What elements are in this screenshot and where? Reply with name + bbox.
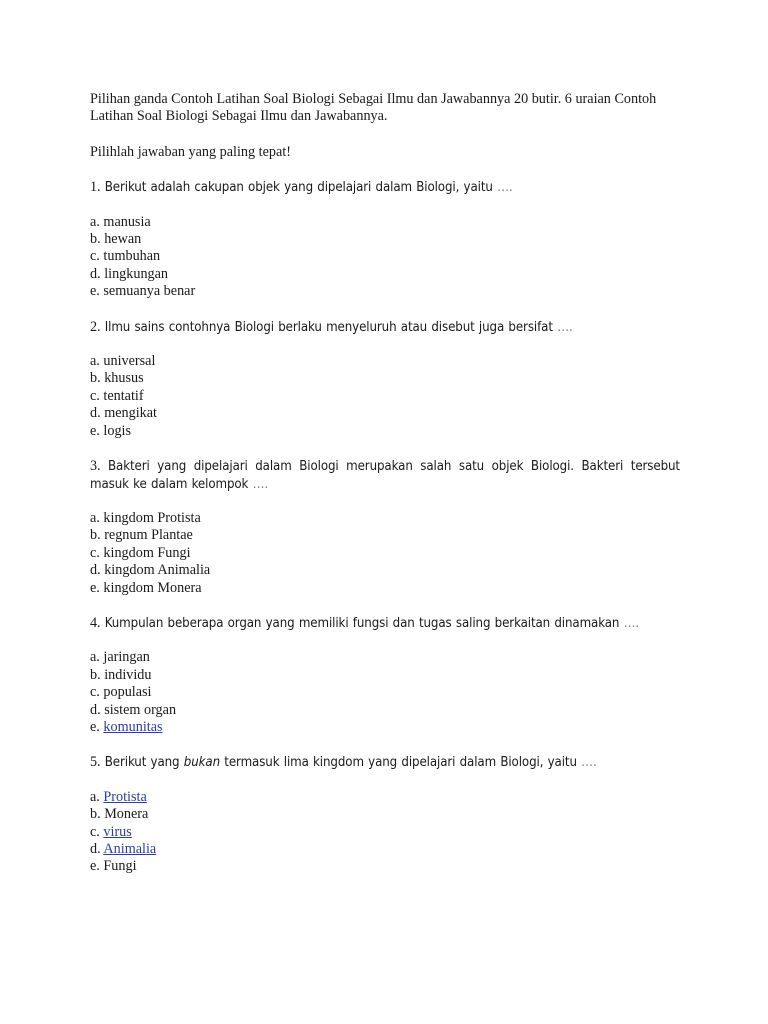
option-link-virus[interactable]: virus	[103, 823, 132, 840]
option-letter: c.	[90, 823, 100, 840]
question-text: Ilmu sains contohnya Biologi berlaku menyeluruh atau disebut juga bersifat	[104, 319, 553, 335]
question-number: 3.	[90, 458, 101, 475]
question-text: Berikut adalah cakupan objek yang dipelajari dalam Biologi, yaitu	[104, 180, 493, 196]
option-text: mengikat	[104, 405, 157, 422]
option-letter: a.	[90, 213, 100, 230]
option-item	[90, 405, 680, 422]
option-letter: a.	[90, 649, 100, 666]
option-letter: c.	[90, 387, 100, 404]
option-text: khusus	[104, 370, 144, 387]
option-letter: b.	[90, 806, 101, 823]
option-text: populasi	[103, 684, 152, 701]
option-item	[90, 824, 680, 841]
option-item	[90, 789, 680, 806]
option-item	[90, 719, 680, 736]
option-item	[90, 353, 680, 370]
question-ellipsis: ….	[497, 180, 513, 196]
option-item	[90, 266, 680, 283]
option-item	[90, 248, 680, 265]
question-2	[90, 319, 680, 336]
question-number: 1.	[90, 179, 101, 196]
option-text: sistem organ	[104, 701, 177, 718]
question-ellipsis: ….	[252, 476, 269, 492]
option-item	[90, 370, 680, 387]
question-3	[90, 458, 680, 493]
option-text: kingdom Fungi	[103, 544, 191, 561]
option-link-animalia[interactable]: Animalia	[103, 841, 157, 857]
option-letter: a.	[90, 353, 100, 370]
option-item	[90, 283, 680, 300]
question-4	[90, 615, 680, 632]
question-text: Kumpulan beberapa organ yang memiliki fungsi dan tugas saling berkaitan dinamakan	[104, 615, 620, 631]
option-text: kingdom Protista	[103, 509, 201, 526]
option-item	[90, 858, 680, 875]
question-emphasis: bukan	[183, 755, 220, 771]
option-item	[90, 545, 680, 562]
options-list-2	[90, 353, 680, 440]
instruction-text: Pilihlah jawaban yang paling tepat!	[90, 143, 291, 160]
option-item	[90, 231, 680, 248]
option-letter: c.	[90, 544, 100, 561]
option-text: hewan	[104, 231, 142, 248]
intro-paragraph: Pilihan ganda Contoh Latihan Soal Biologi Sebagai Ilmu dan Jawabannya 20 butir. 6 uraian Contoh Latihan Soal Biologi Sebagai Ilmu dan Jawabannya.	[90, 91, 657, 125]
option-item	[90, 702, 680, 719]
option-letter: e.	[90, 422, 100, 439]
question-number: 4.	[90, 614, 101, 631]
option-letter: d.	[90, 265, 101, 282]
option-letter: d.	[90, 405, 101, 422]
question-ellipsis: ….	[623, 615, 640, 631]
question-ellipsis: ….	[581, 755, 597, 771]
option-letter: e.	[90, 718, 100, 735]
option-letter: d.	[90, 562, 101, 579]
option-letter: d.	[90, 841, 101, 857]
option-item	[90, 667, 680, 684]
option-letter: b.	[90, 370, 101, 387]
option-text: Fungi	[103, 858, 137, 875]
option-text: manusia	[103, 213, 151, 230]
option-letter: b.	[90, 666, 101, 683]
option-link-komunitas[interactable]: komunitas	[103, 718, 163, 735]
question-1	[90, 179, 680, 196]
question-number: 2.	[90, 318, 101, 335]
question-text-before: Berikut yang	[104, 755, 180, 771]
question-text-after: termasuk lima kingdom yang dipelajari dalam Biologi, yaitu	[224, 755, 577, 771]
option-letter: e.	[90, 858, 100, 875]
option-item	[90, 423, 680, 440]
option-item	[90, 527, 680, 544]
question-ellipsis: ….	[557, 319, 573, 335]
option-item	[90, 649, 680, 666]
option-letter: c.	[90, 248, 100, 265]
option-letter: a.	[90, 509, 100, 526]
option-letter: e.	[90, 579, 100, 596]
document-page	[90, 91, 680, 876]
option-letter: b.	[90, 231, 101, 248]
option-letter: b.	[90, 527, 101, 544]
option-item	[90, 214, 680, 231]
option-text: lingkungan	[104, 265, 169, 282]
option-item	[90, 510, 680, 527]
option-text: individu	[104, 666, 152, 683]
option-text: regnum Plantae	[104, 527, 193, 544]
option-text: universal	[103, 353, 156, 370]
question-5	[90, 754, 680, 771]
option-text: tentatif	[103, 387, 144, 404]
option-text: tumbuhan	[103, 248, 161, 265]
option-text: semuanya benar	[103, 283, 196, 300]
option-letter: c.	[90, 684, 100, 701]
question-number: 5.	[90, 754, 101, 771]
option-item	[90, 806, 680, 823]
option-text: kingdom Animalia	[104, 562, 211, 579]
option-letter: e.	[90, 283, 100, 300]
option-item	[90, 841, 680, 858]
question-text: Bakteri yang dipelajari dalam Biologi merupakan salah satu objek Biologi. Bakteri tersebut masuk ke dalam kelompok	[90, 459, 680, 492]
option-letter: a.	[90, 788, 100, 805]
option-letter: d.	[90, 701, 101, 718]
option-text: Monera	[104, 806, 149, 823]
option-text: jaringan	[103, 649, 150, 666]
option-text: kingdom Monera	[103, 579, 202, 596]
option-item	[90, 562, 680, 579]
option-item	[90, 580, 680, 597]
options-list-5	[90, 789, 680, 876]
option-link-protista[interactable]: Protista	[103, 788, 147, 805]
option-text: logis	[103, 422, 131, 439]
options-list-4	[90, 649, 680, 736]
options-list-3	[90, 510, 680, 597]
options-list-1	[90, 214, 680, 301]
option-item	[90, 684, 680, 701]
option-item	[90, 388, 680, 405]
